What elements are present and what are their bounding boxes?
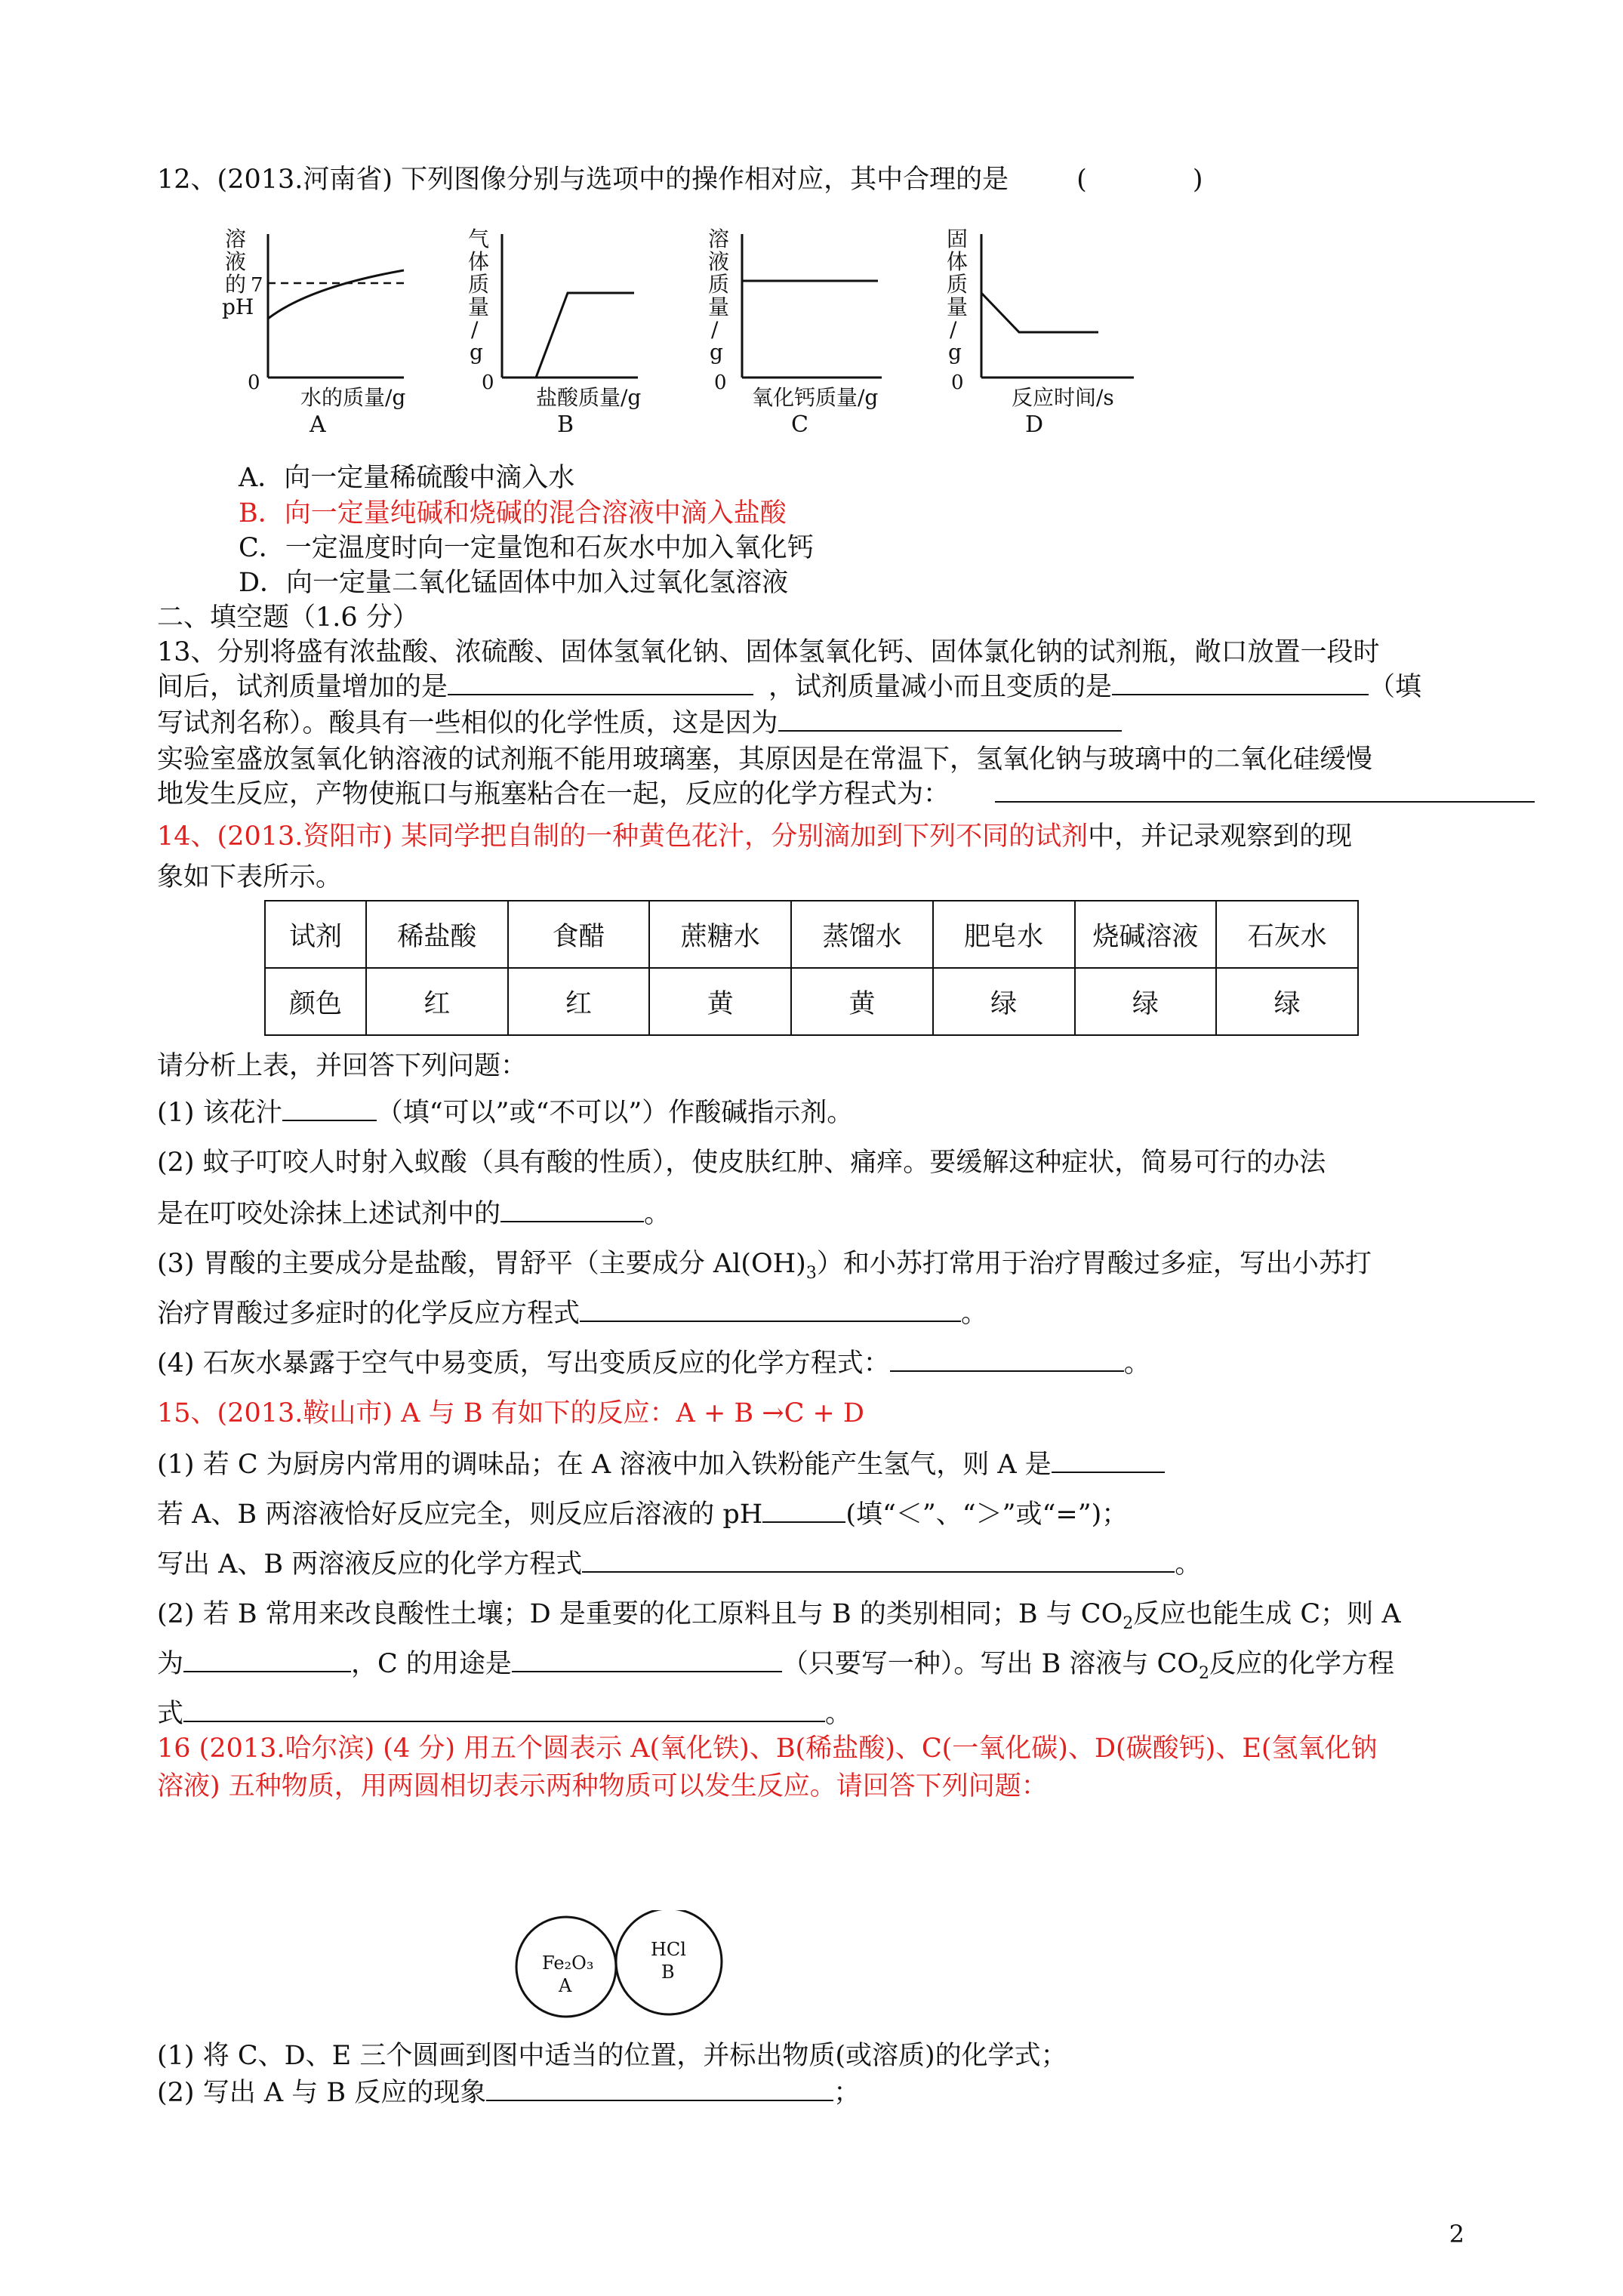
table-row [265, 901, 1358, 968]
graph-d-ylabel-6: g [948, 340, 962, 365]
graph-a-ylabel-4: pH [222, 294, 254, 319]
graph-b-letter: B [557, 411, 574, 438]
graph-c-ylabel-5: / [711, 317, 719, 342]
table-cell: 红 [508, 968, 650, 1035]
q15-blank-2[interactable] [762, 1495, 845, 1523]
q13-blank-2[interactable] [1112, 667, 1369, 695]
table-cell: 试剂 [265, 901, 366, 968]
graph-c-zero: 0 [714, 371, 727, 394]
table-cell: 稀盐酸 [366, 901, 508, 968]
graph-a [219, 227, 445, 445]
graph-c-ylabel-1: 溶 [708, 227, 730, 251]
q15-heading: 15、(2013.鞍山市) A 与 B 有如下的反应：A + B →C + D [157, 1398, 864, 1428]
table-cell: 绿 [1075, 968, 1217, 1035]
q16-part1: (1) 将 C、D、E 三个圆画到图中适当的位置，并标出物质(或溶质)的化学式； [157, 2041, 1067, 2071]
q12-option-c: C．一定温度时向一定量饱和石灰水中加入氧化钙 [239, 533, 814, 563]
q12-stem: 12、(2013.河南省) 下列图像分别与选项中的操作相对应，其中合理的是 ( ) [157, 165, 1203, 195]
graph-b-ylabel-6: g [470, 340, 483, 365]
q13-blank-1[interactable] [448, 667, 753, 695]
q12-option-a: A．向一定量稀硫酸中滴入水 [239, 463, 575, 493]
graph-a-zero: 0 [248, 371, 260, 394]
q15-part1b: 若 A、B 两溶液恰好反应完全，则反应后溶液的 pH (填“＜”、“＞”或“=”)； [157, 1493, 1128, 1531]
q14-part2b: 是在叮咬处涂抹上述试剂中的 。 [157, 1193, 670, 1231]
circle-b-letter: B [661, 1962, 675, 1983]
table-cell: 颜色 [265, 968, 366, 1035]
page-number: 2 [1449, 2220, 1464, 2248]
graph-d-letter: D [1025, 411, 1044, 438]
graph-c-letter: C [791, 411, 808, 438]
graph-c [701, 227, 919, 445]
graph-d-ylabel-1: 固 [947, 227, 969, 251]
q14-intro: 请分析上表，并回答下列问题： [157, 1051, 528, 1081]
q14-part1: (1) 该花汁 （填“可以”或“不可以”）作酸碱指示剂。 [157, 1092, 853, 1130]
graph-d-ylabel-5: / [950, 317, 957, 342]
graph-a-letter: A [310, 411, 326, 438]
graph-c-xlabel: 氧化钙质量/g [752, 385, 879, 410]
q16-line2: 溶液) 五种物质，用两圆相切表示两种物质可以发生反应。请回答下列问题： [157, 1771, 1048, 1801]
graph-b-ylabel-4: 量 [468, 294, 490, 319]
circle-a-letter: A [559, 1975, 572, 1996]
graph-d-ylabel-3: 质 [947, 272, 969, 297]
q15-blank-1[interactable] [1052, 1445, 1165, 1473]
graph-c-ylabel-2: 液 [708, 249, 730, 274]
q13-line4: 实验室盛放氢氧化钠溶液的试剂瓶不能用玻璃塞，其原因是在常温下，氢氧化钠与玻璃中的二氧化硅缓慢 [157, 744, 1373, 775]
table-cell: 黄 [791, 968, 933, 1035]
q14-line1: 14、(2013.资阳市) 某同学把自制的一种黄色花汁，分别滴加到下列不同的试剂中，并记录观察到的现 [157, 821, 1353, 852]
q14-blank-4[interactable] [890, 1344, 1124, 1372]
table-cell: 红 [366, 968, 508, 1035]
circle-b-formula: HCl [651, 1939, 686, 1960]
circle-a-formula: Fe₂O₃ [542, 1952, 594, 1974]
table-row [265, 968, 1358, 1035]
q14-blank-2[interactable] [500, 1194, 644, 1222]
q14-part3a: (3) 胃酸的主要成分是盐酸，胃舒平（主要成分 $Al(OH)_3$）和小苏打常用于治疗胃酸过多症，写出小苏打 [157, 1249, 1372, 1283]
q15-part2c: 式 。 [157, 1693, 852, 1730]
q16-part2: (2) 写出 A 与 B 反应的现象 ； [157, 2072, 860, 2110]
q16-line1: 16 (2013.哈尔滨) (4 分) 用五个圆表示 A(氧化铁)、B(稀盐酸)、C(一氧化碳)、D(碳酸钙)、E(氢氧化钠 [157, 1734, 1378, 1764]
graph-c-ylabel-4: 量 [708, 294, 730, 319]
q15-blank-6[interactable] [183, 1694, 825, 1722]
q15-blank-5[interactable] [512, 1644, 782, 1672]
q14-part2a: (2) 蚊子叮咬人时射入蚁酸（具有酸的性质），使皮肤红肿、痛痒。要缓解这种症状，简易可行的办法 [157, 1148, 1326, 1178]
q13-line5: 地发生反应，产物使瓶口与瓶塞粘合在一起，反应的化学方程式为： [157, 773, 1535, 811]
graph-b-ylabel-3: 质 [468, 272, 490, 297]
q15-blank-3[interactable] [582, 1545, 1175, 1573]
table-cell: 蒸馏水 [791, 901, 933, 968]
graph-a-seven: 7 [251, 274, 263, 297]
graph-d [936, 227, 1178, 445]
table-cell: 肥皂水 [933, 901, 1075, 968]
q13-line3: 写试剂名称）。酸具有一些相似的化学性质，这是因为 [157, 702, 1122, 740]
table-cell: 石灰水 [1216, 901, 1358, 968]
table-cell: 烧碱溶液 [1075, 901, 1217, 968]
q14-part3b: 治疗胃酸过多症时的化学反应方程式 。 [157, 1293, 987, 1330]
q15-part2b: 为 ，C 的用途是 （只要写一种）。写出 B 溶液与 $CO_2$反应的化学方程 [157, 1643, 1394, 1683]
section-heading: 二、填空题（1.6 分） [157, 603, 419, 633]
graph-b-zero: 0 [482, 371, 494, 394]
graph-d-ylabel-2: 体 [947, 249, 969, 274]
q13-blank-4[interactable] [995, 775, 1535, 803]
q14-blank-1[interactable] [282, 1093, 377, 1121]
graph-b-ylabel-2: 体 [468, 249, 490, 274]
graph-b-ylabel-5: / [471, 317, 479, 342]
q13-line1: 13、分别将盛有浓盐酸、浓硫酸、固体氢氧化钠、固体氢氧化钙、固体氯化钠的试剂瓶，敞口放置一段时 [157, 637, 1380, 667]
graph-b-ylabel-1: 气 [468, 227, 490, 251]
q15-blank-4[interactable] [183, 1644, 351, 1672]
graph-a-ylabel-3: 的 [225, 272, 247, 297]
q16-blank-1[interactable] [486, 2073, 833, 2101]
graph-b-xlabel: 盐酸质量/g [536, 385, 642, 410]
q13-line2: 间后，试剂质量增加的是 ，试剂质量减小而且变质的是 （填 [157, 666, 1421, 704]
table-cell: 蔗糖水 [649, 901, 791, 968]
table-cell: 绿 [1216, 968, 1358, 1035]
graph-b [460, 227, 679, 445]
graph-a-ylabel-1: 溶 [225, 227, 247, 251]
q14-line2: 象如下表所示。 [157, 862, 343, 892]
graph-a-xlabel: 水的质量/g [300, 385, 406, 410]
table-cell: 绿 [933, 968, 1075, 1035]
q14-part4: (4) 石灰水暴露于空气中易变质，写出变质反应的化学方程式： 。 [157, 1342, 1150, 1380]
circle-diagram [513, 1910, 725, 2023]
graph-d-xlabel: 反应时间/s [1012, 385, 1114, 410]
table-cell: 黄 [649, 968, 791, 1035]
graph-d-ylabel-4: 量 [947, 294, 969, 319]
graph-c-ylabel-6: g [710, 340, 723, 365]
q12-option-b: B．向一定量纯碱和烧碱的混合溶液中滴入盐酸 [239, 498, 787, 529]
reagent-table [264, 900, 1359, 1036]
q14-blank-3[interactable] [580, 1294, 961, 1322]
q13-blank-3[interactable] [778, 704, 1122, 732]
q15-part2a: (2) 若 B 常用来改良酸性土壤；D 是重要的化工原料且与 B 的类别相同；B 与 $CO_2$反应也能生成 C；则 A [157, 1599, 1401, 1633]
graph-d-zero: 0 [951, 371, 964, 394]
graph-a-ylabel-2: 液 [225, 249, 247, 274]
graph-c-ylabel-3: 质 [708, 272, 730, 297]
q15-part1c: 写出 A、B 两溶液反应的化学方程式 。 [157, 1543, 1201, 1581]
table-cell: 食醋 [508, 901, 650, 968]
q15-part1a: (1) 若 C 为厨房内常用的调味品；在 A 溶液中加入铁粉能产生氢气，则 A 是 [157, 1444, 1165, 1481]
q12-option-d: D．向一定量二氧化锰固体中加入过氧化氢溶液 [239, 568, 789, 598]
